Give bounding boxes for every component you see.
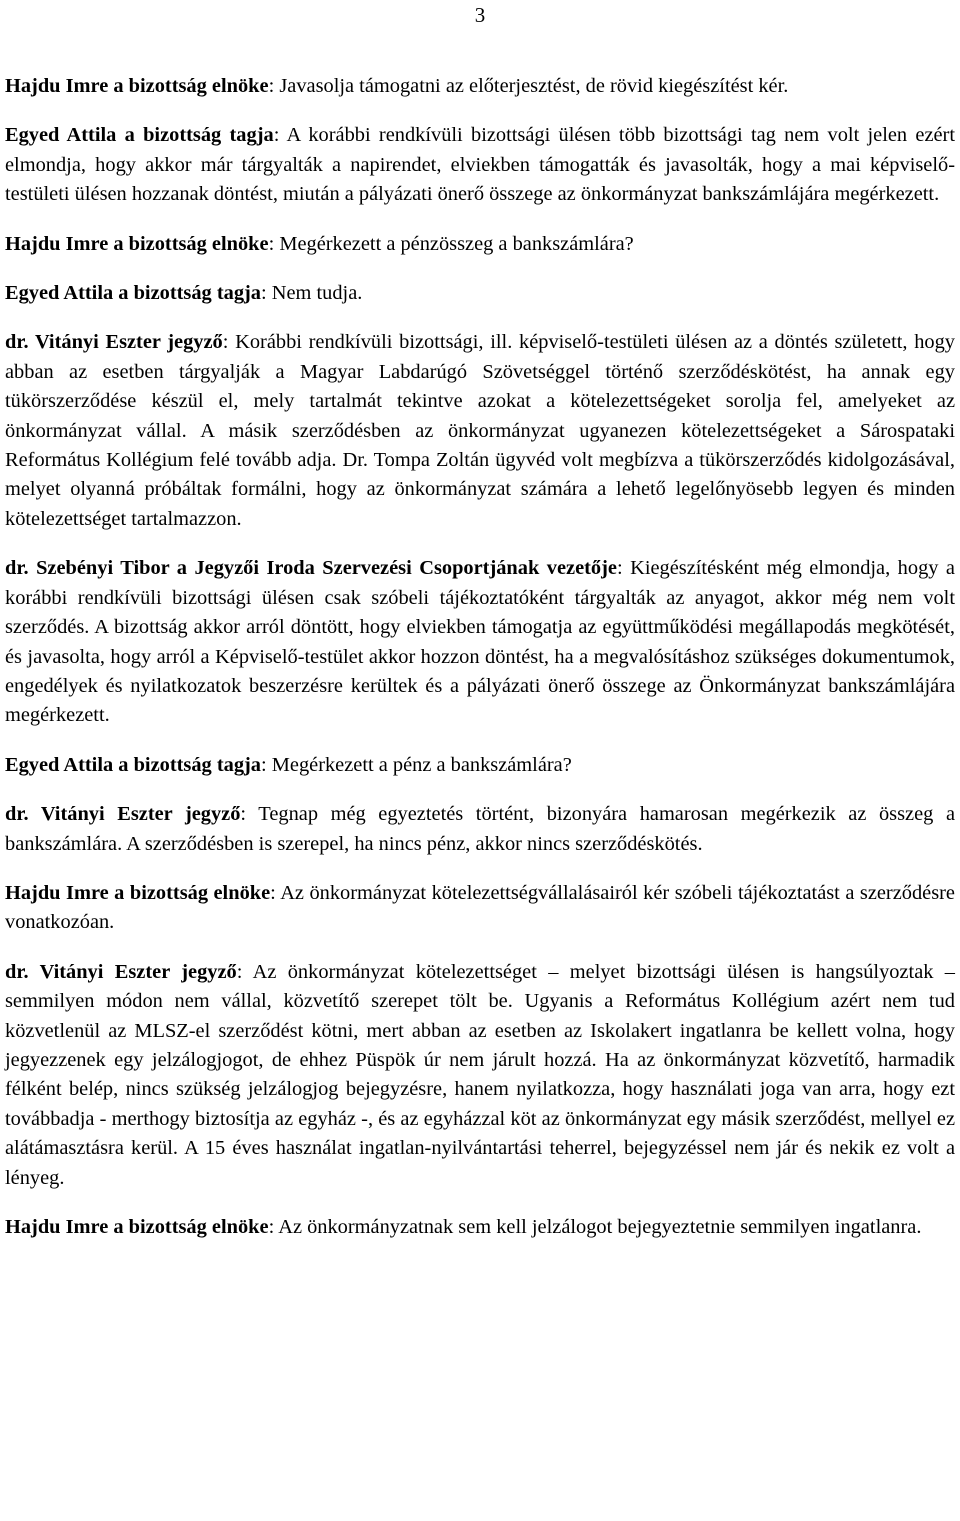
paragraph-8 — [5, 800, 955, 859]
speaker-name: dr. Vitányi Eszter jegyző — [5, 331, 223, 354]
speech-text: : Az önkormányzat kötelezettséget – melyet bizottsági ülésen is hangsúlyoztak – semmilyen módon nem vállal, közvetítő szerepet tölt be. Ugyanis a Református Kollégium azért nem tud közvetlenül az MLSZ-el szerződést kötni, mert abban az esetben az Iskolakert ingatlanra be kellett volna, hogy jegyezzenek egy jelzálogjogot, de ehhez Püspök úr nem járult hozzá. Ha az önkormányzat közvetítő, harmadik félként belép, nincs szükség jelzálogjog bejegyzésre, hanem nyilatkozza, hogy használati joga van arra, hogy ezt továbbadja - merthogy biztosítja az egyház -, és az egyházzal köt az önkormányzat egy másik szerződést, mellyel ez alátámasztásra kerül. A 15 éves használat ingatlan-nyilvántartási teherrel, bejegyzéssel nem jár és nekik ez volt a lényeg. — [5, 960, 955, 1189]
speech-text: : Megérkezett a pénzösszeg a bankszámlára? — [268, 232, 634, 255]
paragraph-2 — [5, 121, 955, 209]
paragraph-4 — [5, 279, 955, 308]
speaker-name: Hajdu Imre a bizottság elnöke — [5, 881, 271, 904]
speaker-name: dr. Szebényi Tibor a Jegyzői Iroda Szervezési Csoportjának vezetője — [5, 557, 617, 580]
speech-text: : Az önkormányzatnak sem kell jelzálogot bejegyeztetnie semmilyen ingatlanra. — [268, 1216, 922, 1238]
speech-text: : Korábbi rendkívüli bizottsági, ill. képviselő-testületi ülésen az a döntés született, hogy abban az esetben tárgyalják a Magyar Labdarúgó Szövetséggel történő szerződéskötést, ha annak egy tükörszerződése készül el, mely tartalmát tekintve azokat a kötelezettségeket sorolja fel, amelyeket az önkormányzat vállal. A másik szerződésben az önkormányzat ugyanezen kötelezettségeket a Sárospataki Református Kollégium felé tovább adja. Dr. Tompa Zoltán ügyvéd volt megbízva a tükörszerződés kidolgozásával, melyet olyanná próbáltak formálni, hogy az önkormányzat számára a lehető legelőnyösebb legyen és minden kötelezettséget tartalmazzon. — [5, 331, 955, 530]
speaker-name: dr. Vitányi Eszter jegyző — [5, 960, 237, 983]
paragraph-7 — [5, 751, 955, 780]
speaker-name: dr. Vitányi Eszter jegyző — [5, 803, 241, 826]
minutes-body — [5, 72, 955, 1242]
paragraph-11 — [5, 1213, 955, 1242]
paragraph-5 — [5, 328, 955, 534]
speech-text: : Javasolja támogatni az előterjesztést, de rövid kiegészítést kér. — [268, 75, 789, 97]
speech-text: : Megérkezett a pénz a bankszámlára? — [261, 753, 572, 776]
speaker-name: Egyed Attila a bizottság tagja — [5, 282, 261, 305]
page-number: 3 — [474, 3, 486, 27]
speech-text: : A korábbi rendkívüli bizottsági ülésen több bizottsági tag nem volt jelen ezért elmondja, hogy akkor már tárgyalták a napirendet, elviekben támogatták és javasolták, hogy a mai képviselő-testületi ülésen hozzanak döntést, miután a pályázati önerő összege az önkormányzat bankszámlájára megérkezett. — [5, 124, 956, 206]
speech-text: : Kiegészítésként még elmondja, hogy a korábbi rendkívüli bizottsági ülésen csak szóbeli tájékoztatóként tárgyalták az anyagot, akkor még nem volt szerződés. A bizottság akkor arról döntött, hogy elviekben támogatja az együttműködési megállapodás megkötését, és javasolta, hogy arról a Képviselő-testület akkor hozzon döntést, ha a megvalósításhoz szükséges dokumentumok, engedélyek és nyilatkozatok beszerzésre kerültek és a pályázati önerő összege az Önkormányzat bankszámlájára megérkezett. — [5, 557, 955, 727]
paragraph-9 — [5, 879, 955, 938]
speaker-name: Egyed Attila a bizottság tagja — [5, 753, 261, 776]
paragraph-3 — [5, 230, 955, 259]
speech-text: : Az önkormányzat kötelezettségvállalásairól kér szóbeli tájékoztatást a szerződésre vonatkozóan. — [5, 881, 955, 934]
paragraph-1 — [5, 72, 955, 101]
speech-text: : Nem tudja. — [261, 282, 363, 305]
speaker-name: Egyed Attila a bizottság tagja — [5, 124, 274, 147]
speaker-name: Hajdu Imre a bizottság elnöke — [5, 75, 269, 97]
speaker-name: Hajdu Imre a bizottság elnöke — [5, 232, 269, 255]
speaker-name: Hajdu Imre a bizottság elnöke — [5, 1216, 269, 1238]
speech-text: : Tegnap még egyeztetés történt, bizonyára hamarosan megérkezik az összeg a bankszámlára. A szerződésben is szerepel, ha nincs pénz, akkor nincs szerződéskötés. — [5, 803, 955, 855]
paragraph-10 — [5, 958, 955, 1193]
paragraph-6 — [5, 554, 955, 730]
